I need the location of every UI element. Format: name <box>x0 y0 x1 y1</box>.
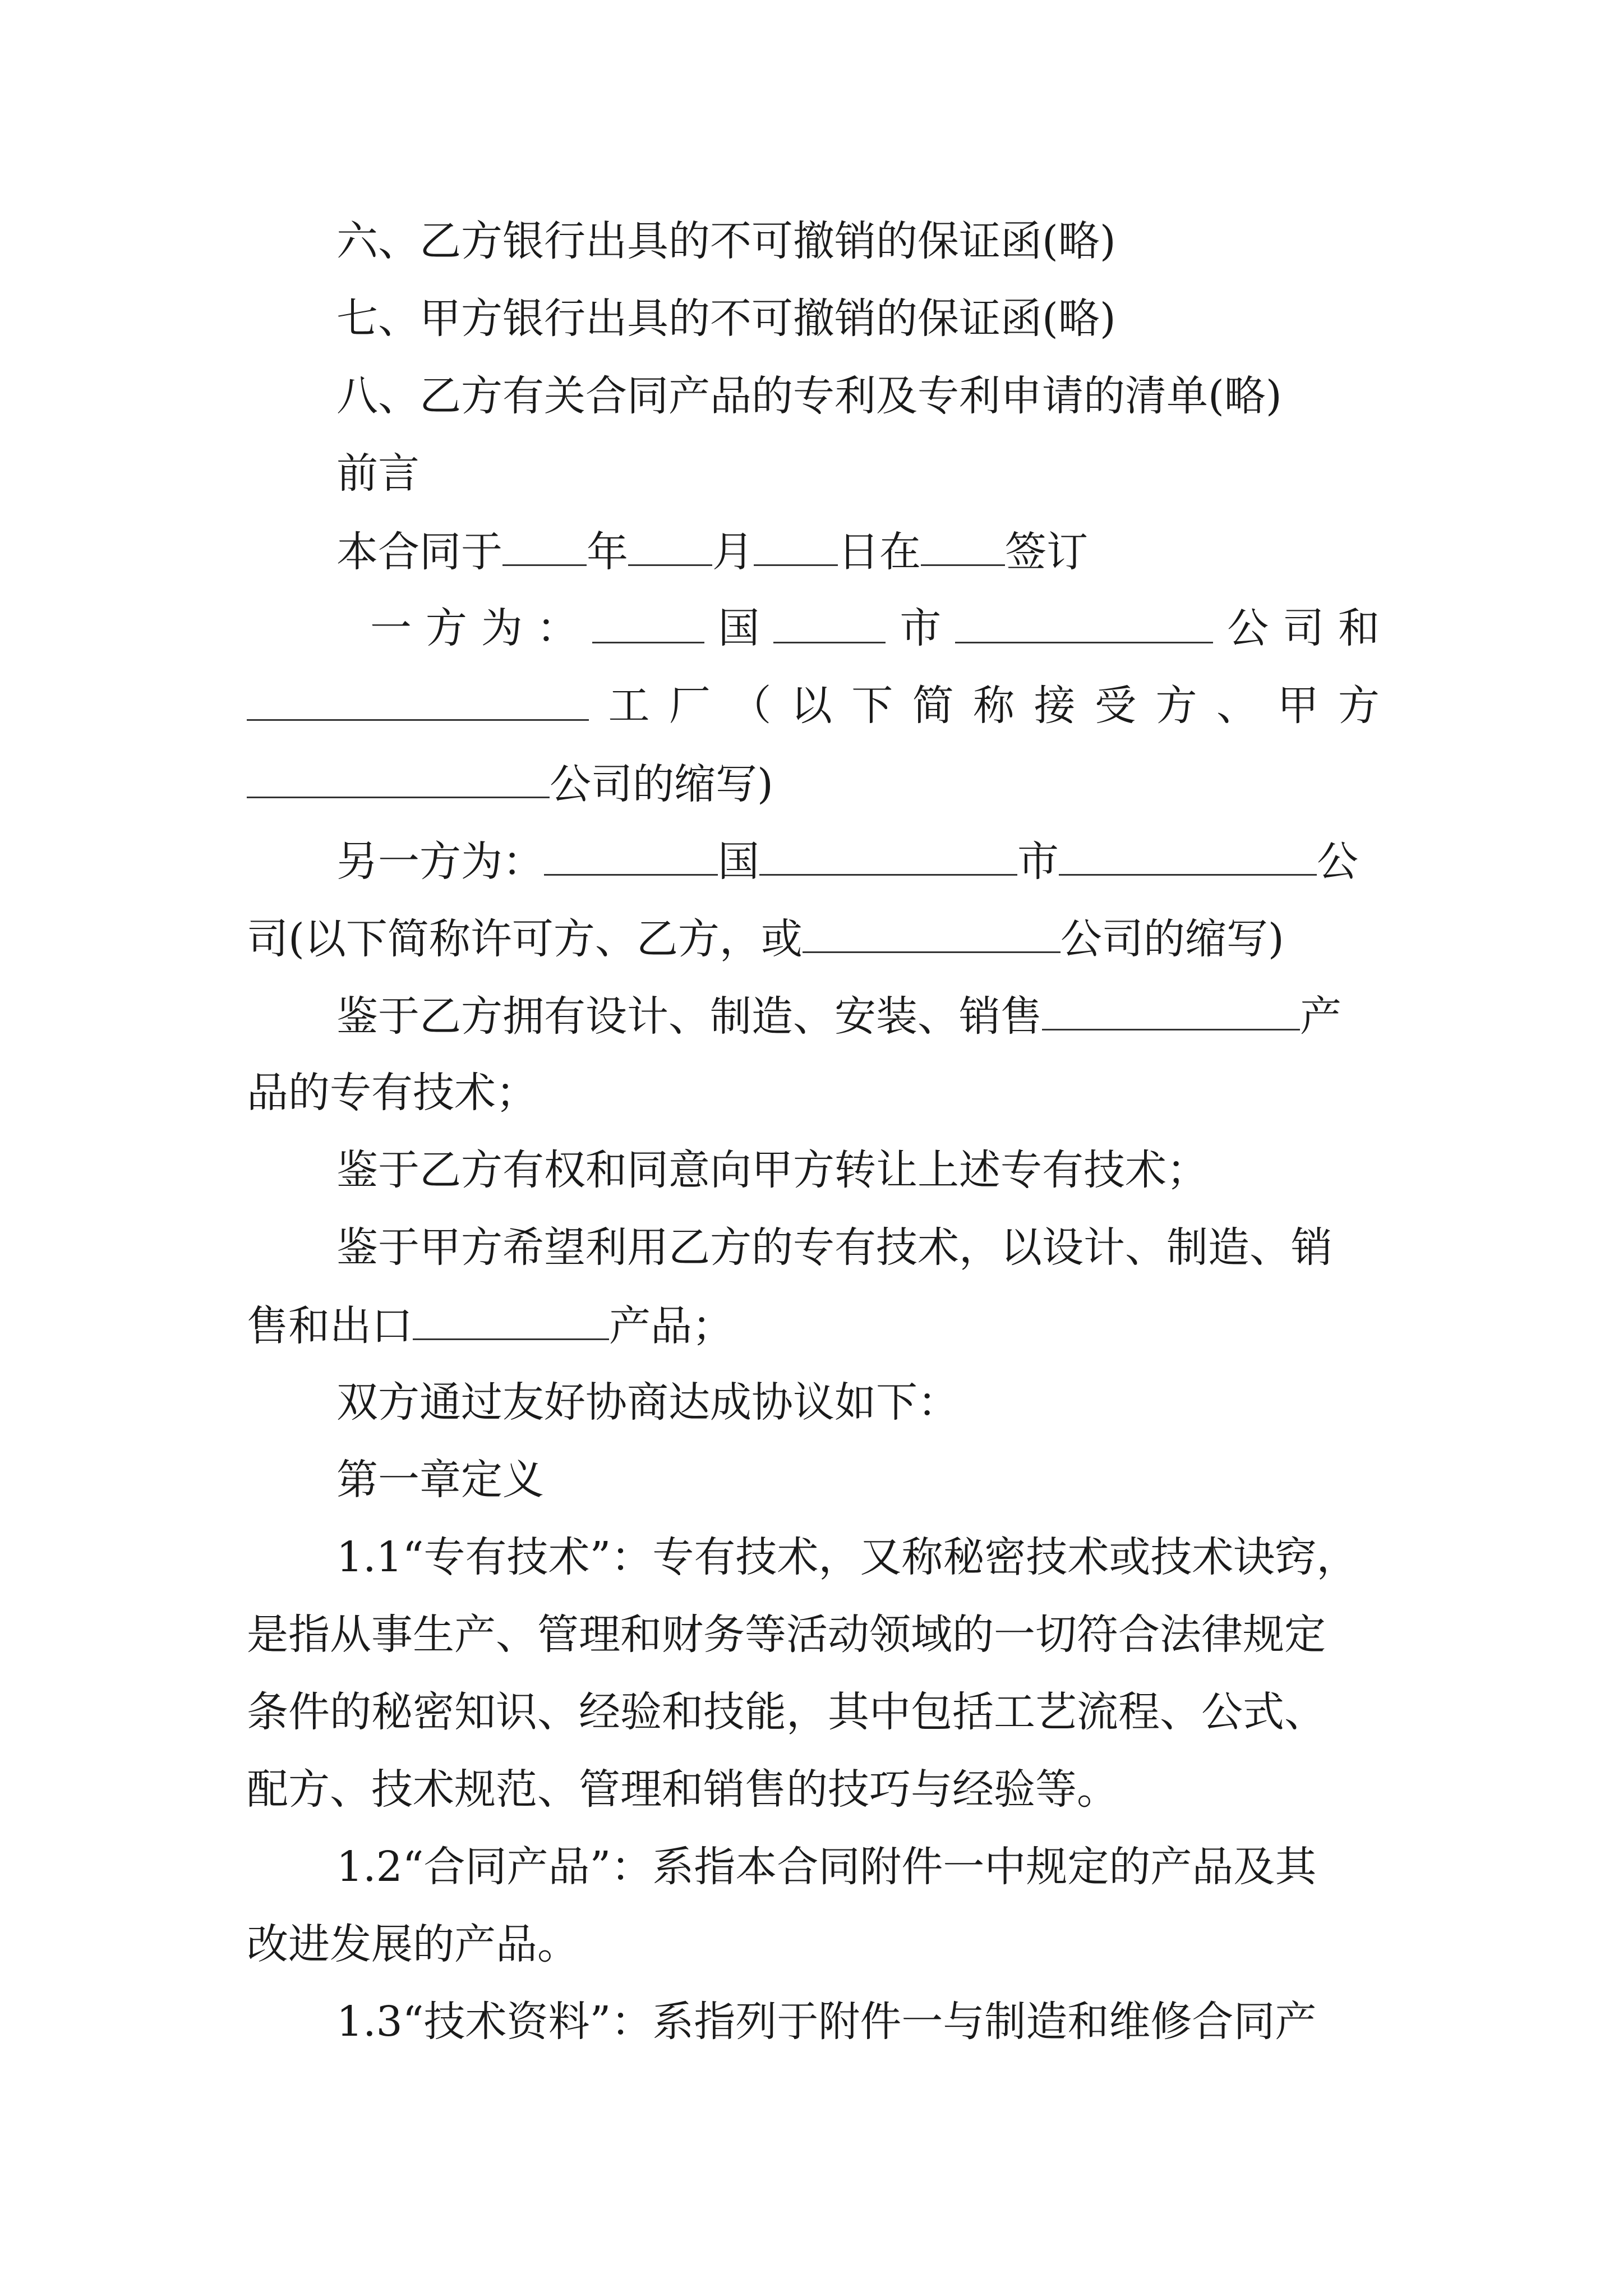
blank-field <box>1042 988 1300 1030</box>
blank-field <box>502 524 587 566</box>
annex-item-7: 七、甲方银行出具的不可撤销的保证函(略) <box>336 295 1116 343</box>
text-fragment: 公 <box>1227 604 1269 652</box>
text-fragment: 公 <box>1317 838 1358 886</box>
text-fragment: 甲 <box>1277 682 1319 730</box>
text-fragment: 厂 <box>668 682 711 730</box>
party-a-line-3 <box>247 756 773 810</box>
party-b-line-1 <box>336 834 1358 887</box>
clause-1-1-line-4: 配方、技术规范、管理和销售的技巧与经验等。 <box>247 1765 1118 1814</box>
blank-field <box>955 601 1213 643</box>
text-fragment: 司 <box>1283 604 1325 652</box>
blank-field <box>754 524 838 566</box>
chapter-1-heading: 第一章定义 <box>336 1456 544 1504</box>
blank-field <box>544 834 718 876</box>
blank-field <box>759 834 1017 876</box>
text-fragment: 受 <box>1095 682 1137 730</box>
blank-field <box>592 601 704 643</box>
text-fragment: 国 <box>718 838 759 886</box>
text-fragment: （ <box>730 682 772 730</box>
text-fragment: 售和出口 <box>247 1302 413 1350</box>
clause-1-1-line-1: 1.1“专有技术”：专有技术，又称秘密技术或技术诀窍， <box>336 1533 1358 1581</box>
blank-field <box>921 524 1005 566</box>
clause-1-1-line-2: 是指从事生产、管理和财务等活动领域的一切符合法律规定 <box>247 1611 1326 1659</box>
text-fragment: 司(以下简称许可方、乙方，或 <box>247 915 803 963</box>
clause-1-3-line-1: 1.3“技术资料”：系指列于附件一与制造和维修合同产 <box>336 1998 1317 2046</box>
recital-3-line-1: 鉴于甲方希望利用乙方的专有技术，以设计、制造、销 <box>336 1223 1332 1272</box>
clause-1-2-line-2: 改进发展的产品。 <box>247 1920 579 1968</box>
text-fragment: 方 <box>425 604 467 652</box>
text-fragment: 年 <box>587 528 628 576</box>
blank-field <box>247 756 550 798</box>
blank-field <box>247 679 589 721</box>
signing-line <box>336 524 1088 578</box>
text-fragment: 下 <box>851 682 893 730</box>
recital-2: 鉴于乙方有权和同意向甲方转让上述专有技术； <box>336 1146 1208 1194</box>
text-fragment: 为 <box>481 604 523 652</box>
annex-item-8: 八、乙方有关合同产品的专利及专利申请的清单(略) <box>336 372 1282 420</box>
clause-1-1-line-3: 条件的秘密知识、经验和技能，其中包括工艺流程、公式、 <box>247 1688 1326 1736</box>
text-fragment: 和 <box>1338 604 1380 652</box>
text-fragment: 公司的缩写) <box>550 760 773 808</box>
blank-field <box>413 1298 609 1340</box>
text-fragment: 方 <box>1338 682 1380 730</box>
text-fragment: 签订 <box>1005 528 1088 576</box>
preface-heading: 前言 <box>336 449 419 498</box>
text-fragment: 以 <box>790 682 832 730</box>
blank-field <box>628 524 712 566</box>
text-fragment: 本合同于 <box>336 528 502 576</box>
agreement-statement: 双方通过友好协商达成协议如下： <box>336 1378 959 1427</box>
text-fragment: 鉴于乙方拥有设计、制造、安装、销售 <box>336 992 1042 1041</box>
text-fragment: 、 <box>1216 682 1258 730</box>
text-fragment: 称 <box>973 682 1015 730</box>
text-fragment: 市 <box>1017 838 1059 886</box>
party-b-line-2 <box>247 911 1284 965</box>
text-fragment: 接 <box>1034 682 1076 730</box>
recital-3-line-2 <box>247 1298 734 1352</box>
clause-1-2-line-1: 1.2“合同产品”：系指本合同附件一中规定的产品及其 <box>336 1843 1317 1891</box>
text-fragment: 工 <box>608 682 650 730</box>
text-fragment: 产品； <box>609 1302 734 1350</box>
party-a-line-1 <box>370 601 1380 655</box>
text-fragment: ： <box>536 604 578 652</box>
text-fragment: 一 <box>370 604 412 652</box>
party-a-line-2 <box>247 679 1380 733</box>
blank-field <box>1059 834 1317 876</box>
text-fragment: 产 <box>1300 992 1341 1041</box>
text-fragment: 简 <box>912 682 954 730</box>
text-fragment: 公司的缩写) <box>1060 915 1284 963</box>
recital-1-line-2: 品的专有技术； <box>247 1069 537 1117</box>
annex-item-6: 六、乙方银行出具的不可撤销的保证函(略) <box>336 217 1116 265</box>
text-fragment: 月 <box>712 528 754 576</box>
text-fragment: 国 <box>718 604 760 652</box>
blank-field <box>773 601 886 643</box>
blank-field <box>803 911 1061 953</box>
text-fragment: 市 <box>900 604 942 652</box>
text-fragment: 日在 <box>838 528 921 576</box>
recital-1-line-1 <box>336 988 1341 1042</box>
text-fragment: 方 <box>1155 682 1197 730</box>
text-fragment: 另一方为： <box>336 838 544 886</box>
